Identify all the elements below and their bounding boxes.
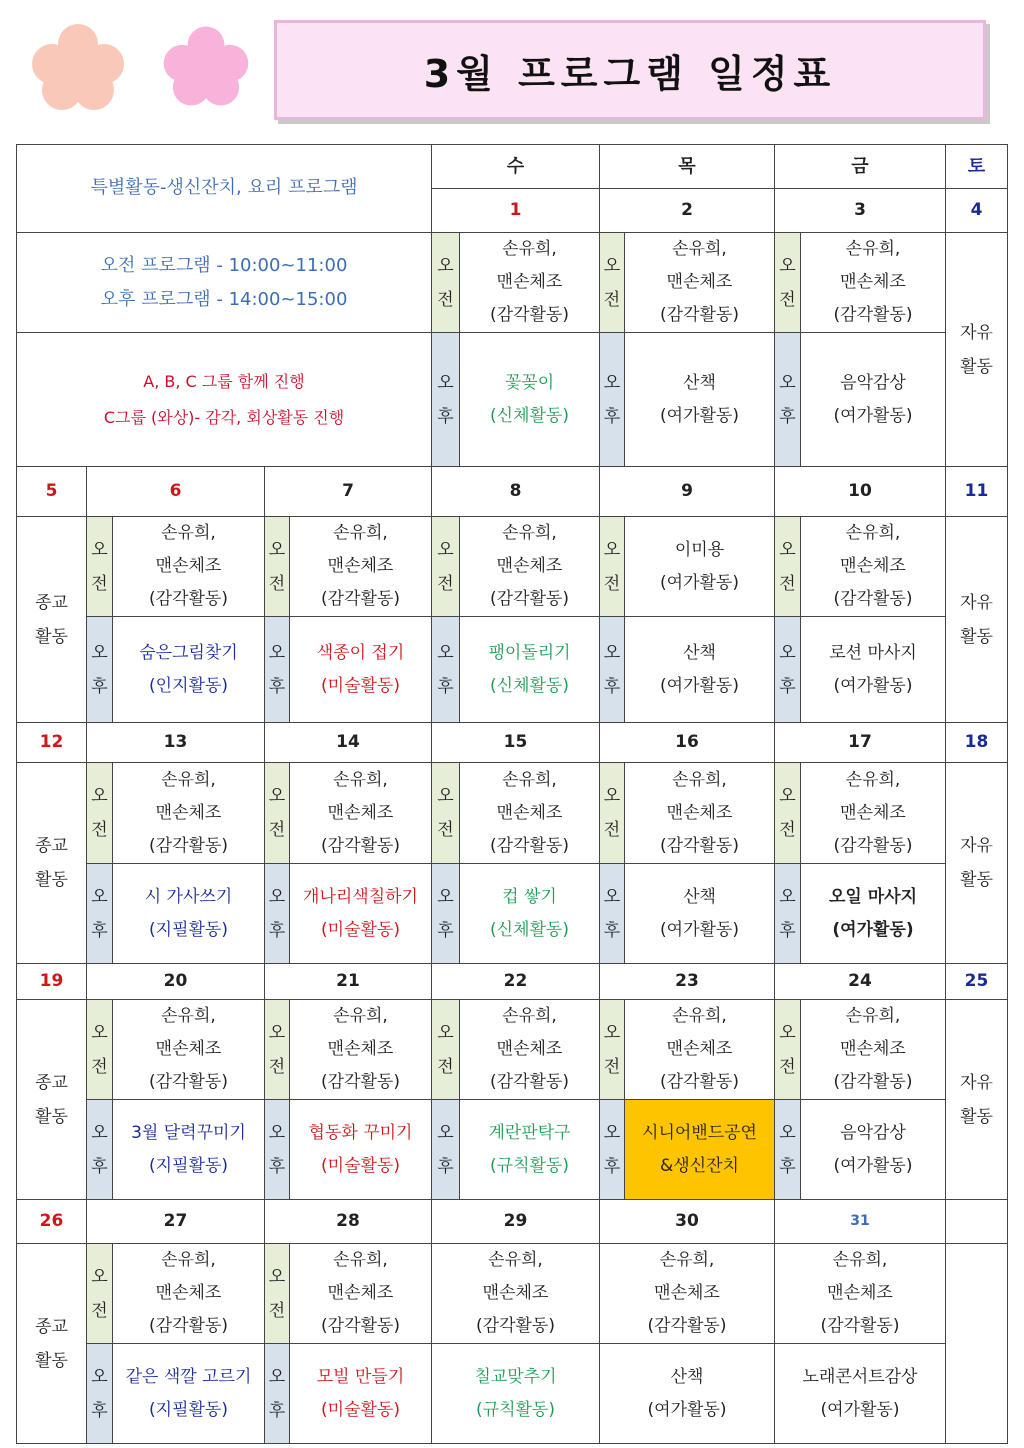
activity-cell: 숨은그림찾기 (인지활동) [113, 617, 265, 723]
am-label: 오 전 [265, 1244, 290, 1344]
activity-cell: 협동화 꾸미기 (미술활동) [290, 1100, 432, 1200]
activity-cell: 손유희, 맨손체조 (감각활동) [290, 1244, 432, 1344]
activity-cell: 음악감상 (여가활동) [801, 1100, 946, 1200]
activity-cell: 손유희, 맨손체조 (감각활동) [290, 1000, 432, 1100]
pm-label: 오 후 [432, 617, 460, 723]
date-cell: 27 [87, 1200, 265, 1244]
am-label: 오 전 [775, 1000, 801, 1100]
activity-cell: 손유희, 맨손체조 (감각활동) [460, 517, 600, 617]
am-time-text: 오전 프로그램 - 10:00~11:00 [100, 254, 348, 276]
date-cell: 28 [265, 1200, 432, 1244]
activity-cell: 산책 (여가활동) [600, 1344, 775, 1444]
date-cell: 2 [600, 189, 775, 233]
am-label: 오 전 [87, 763, 113, 864]
activity-cell: 손유희, 맨손체조 (감각활동) [625, 1000, 775, 1100]
activity-cell: 손유희, 맨손체조 (감각활동) [290, 763, 432, 864]
activity-cell: 산책 (여가활동) [625, 617, 775, 723]
activity-cell: 모빌 만들기 (미술활동) [290, 1344, 432, 1444]
activity-cell: 손유희, 맨손체조 (감각활동) [625, 233, 775, 333]
activity-cell: 손유희, 맨손체조 (감각활동) [600, 1244, 775, 1344]
flower-decoration-right [160, 22, 252, 110]
activity-cell: 컵 쌓기 (신체활동) [460, 864, 600, 964]
activity-cell: 손유희, 맨손체조 (감각활동) [290, 517, 432, 617]
activity-cell: 같은 색깔 고르기 (지필활동) [113, 1344, 265, 1444]
activity-cell: 손유희, 맨손체조 (감각활동) [113, 1244, 265, 1344]
activity-cell: 오일 마사지 (여가활동) [801, 864, 946, 964]
pm-label: 오 후 [265, 1344, 290, 1444]
pm-label: 오 후 [265, 864, 290, 964]
activity-cell: 색종이 접기 (미술활동) [290, 617, 432, 723]
am-label: 오 전 [265, 517, 290, 617]
sunday-religious-activity: 종교 활동 [17, 1244, 87, 1444]
am-label: 오 전 [432, 1000, 460, 1100]
pm-label: 오 후 [775, 617, 801, 723]
pm-label: 오 후 [87, 1344, 113, 1444]
pm-label: 오 후 [87, 864, 113, 964]
am-label: 오 전 [87, 1244, 113, 1344]
am-label: 오 전 [265, 1000, 290, 1100]
pm-label: 오 후 [432, 333, 460, 467]
date-cell: 4 [946, 189, 1008, 233]
pm-time-text: 오후 프로그램 - 14:00~15:00 [100, 288, 348, 310]
am-label: 오 전 [775, 517, 801, 617]
activity-cell: 노래콘서트감상 (여가활동) [775, 1344, 946, 1444]
am-label: 오 전 [87, 1000, 113, 1100]
date-cell: 9 [600, 467, 775, 517]
pm-label: 오 후 [775, 864, 801, 964]
pm-label: 오 후 [87, 1100, 113, 1200]
date-cell: 31 [775, 1200, 946, 1244]
pm-label: 오 후 [775, 333, 801, 467]
date-cell: 18 [946, 723, 1008, 763]
activity-cell: 손유희, 맨손체조 (감각활동) [801, 517, 946, 617]
date-cell: 10 [775, 467, 946, 517]
date-cell: 26 [17, 1200, 87, 1244]
page-title: 3월 프로그램 일정표 [423, 51, 837, 96]
flower-decoration-left [28, 22, 128, 112]
date-cell: 12 [17, 723, 87, 763]
date-cell: 19 [17, 964, 87, 1000]
date-cell: 21 [265, 964, 432, 1000]
date-cell: 7 [265, 467, 432, 517]
activity-cell: 계란판탁구 (규칙활동) [460, 1100, 600, 1200]
sunday-religious-activity: 종교 활동 [17, 517, 87, 723]
activity-cell: 손유희, 맨손체조 (감각활동) [113, 1000, 265, 1100]
saturday-free-activity: 자유 활동 [946, 1000, 1008, 1200]
activity-cell: 칠교맞추기 (규칙활동) [432, 1344, 600, 1444]
date-cell: 29 [432, 1200, 600, 1244]
title-banner [274, 20, 986, 120]
activity-cell: 손유희, 맨손체조 (감각활동) [460, 763, 600, 864]
date-cell: 23 [600, 964, 775, 1000]
date-cell: 13 [87, 723, 265, 763]
date-cell: 22 [432, 964, 600, 1000]
date-cell: 25 [946, 964, 1008, 1000]
date-cell: 8 [432, 467, 600, 517]
am-label: 오 전 [600, 1000, 625, 1100]
empty-cell [946, 1244, 1008, 1444]
activity-cell: 손유희, 맨손체조 (감각활동) [775, 1244, 946, 1344]
am-label: 오 전 [432, 233, 460, 333]
activity-cell: 로션 마사지 (여가활동) [801, 617, 946, 723]
group-info: A, B, C 그룹 함께 진행 C그룹 (와상)- 감각, 회상활동 진행 [17, 333, 432, 467]
date-cell: 14 [265, 723, 432, 763]
date-cell: 1 [432, 189, 600, 233]
activity-cell: 손유희, 맨손체조 (감각활동) [460, 233, 600, 333]
activity-cell: 꽃꽂이 (신체활동) [460, 333, 600, 467]
date-cell: 16 [600, 723, 775, 763]
weekday-wed: 수 [432, 145, 600, 189]
activity-cell: 시 가사쓰기 (지필활동) [113, 864, 265, 964]
date-cell: 20 [87, 964, 265, 1000]
date-cell: 30 [600, 1200, 775, 1244]
weekday-fri: 금 [775, 145, 946, 189]
saturday-free-activity: 자유 활동 [946, 517, 1008, 723]
weekday-sat: 토 [946, 145, 1008, 189]
weekday-thu: 목 [600, 145, 775, 189]
activity-cell: 팽이돌리기 (신체활동) [460, 617, 600, 723]
activity-cell: 손유희, 맨손체조 (감각활동) [113, 763, 265, 864]
activity-cell: 손유희, 맨손체조 (감각활동) [625, 763, 775, 864]
pm-label: 오 후 [600, 333, 625, 467]
activity-cell: 개나리색칠하기 (미술활동) [290, 864, 432, 964]
activity-cell: 손유희, 맨손체조 (감각활동) [801, 763, 946, 864]
saturday-free-activity: 자유 활동 [946, 763, 1008, 964]
special-activity-note: 특별활동-생신잔치, 요리 프로그램 [17, 145, 432, 233]
activity-cell: 음악감상 (여가활동) [801, 333, 946, 467]
sunday-religious-activity: 종교 활동 [17, 1000, 87, 1200]
sunday-religious-activity: 종교 활동 [17, 763, 87, 964]
am-label: 오 전 [432, 517, 460, 617]
am-label: 오 전 [600, 233, 625, 333]
date-cell: 24 [775, 964, 946, 1000]
pm-label: 오 후 [600, 864, 625, 964]
saturday-free-activity: 자유 활동 [946, 233, 1008, 467]
date-cell: 11 [946, 467, 1008, 517]
activity-cell: 산책 (여가활동) [625, 864, 775, 964]
pm-label: 오 후 [265, 1100, 290, 1200]
pm-label: 오 후 [775, 1100, 801, 1200]
empty-cell [946, 1200, 1008, 1244]
activity-cell: 손유희, 맨손체조 (감각활동) [460, 1000, 600, 1100]
activity-cell: 손유희, 맨손체조 (감각활동) [432, 1244, 600, 1344]
date-cell: 6 [87, 467, 265, 517]
activity-cell: 산책 (여가활동) [625, 333, 775, 467]
am-label: 오 전 [775, 763, 801, 864]
date-cell: 3 [775, 189, 946, 233]
am-label: 오 전 [87, 517, 113, 617]
program-time-info [17, 233, 432, 333]
activity-cell: 손유희, 맨손체조 (감각활동) [801, 1000, 946, 1100]
am-label: 오 전 [600, 763, 625, 864]
pm-label: 오 후 [432, 1100, 460, 1200]
am-label: 오 전 [600, 517, 625, 617]
pm-label: 오 후 [265, 617, 290, 723]
date-cell: 5 [17, 467, 87, 517]
pm-label: 오 후 [432, 864, 460, 964]
am-label: 오 전 [432, 763, 460, 864]
activity-cell: 손유희, 맨손체조 (감각활동) [801, 233, 946, 333]
pm-label: 오 후 [600, 617, 625, 723]
date-cell: 15 [432, 723, 600, 763]
am-label: 오 전 [775, 233, 801, 333]
schedule-table [16, 144, 1008, 1444]
birthday-party-cell: 시니어밴드공연 &생신잔치 [625, 1100, 775, 1200]
pm-label: 오 후 [87, 617, 113, 723]
pm-label: 오 후 [600, 1100, 625, 1200]
activity-cell: 이미용 (여가활동) [625, 517, 775, 617]
activity-cell: 3월 달력꾸미기 (지필활동) [113, 1100, 265, 1200]
activity-cell: 손유희, 맨손체조 (감각활동) [113, 517, 265, 617]
am-label: 오 전 [265, 763, 290, 864]
date-cell: 17 [775, 723, 946, 763]
